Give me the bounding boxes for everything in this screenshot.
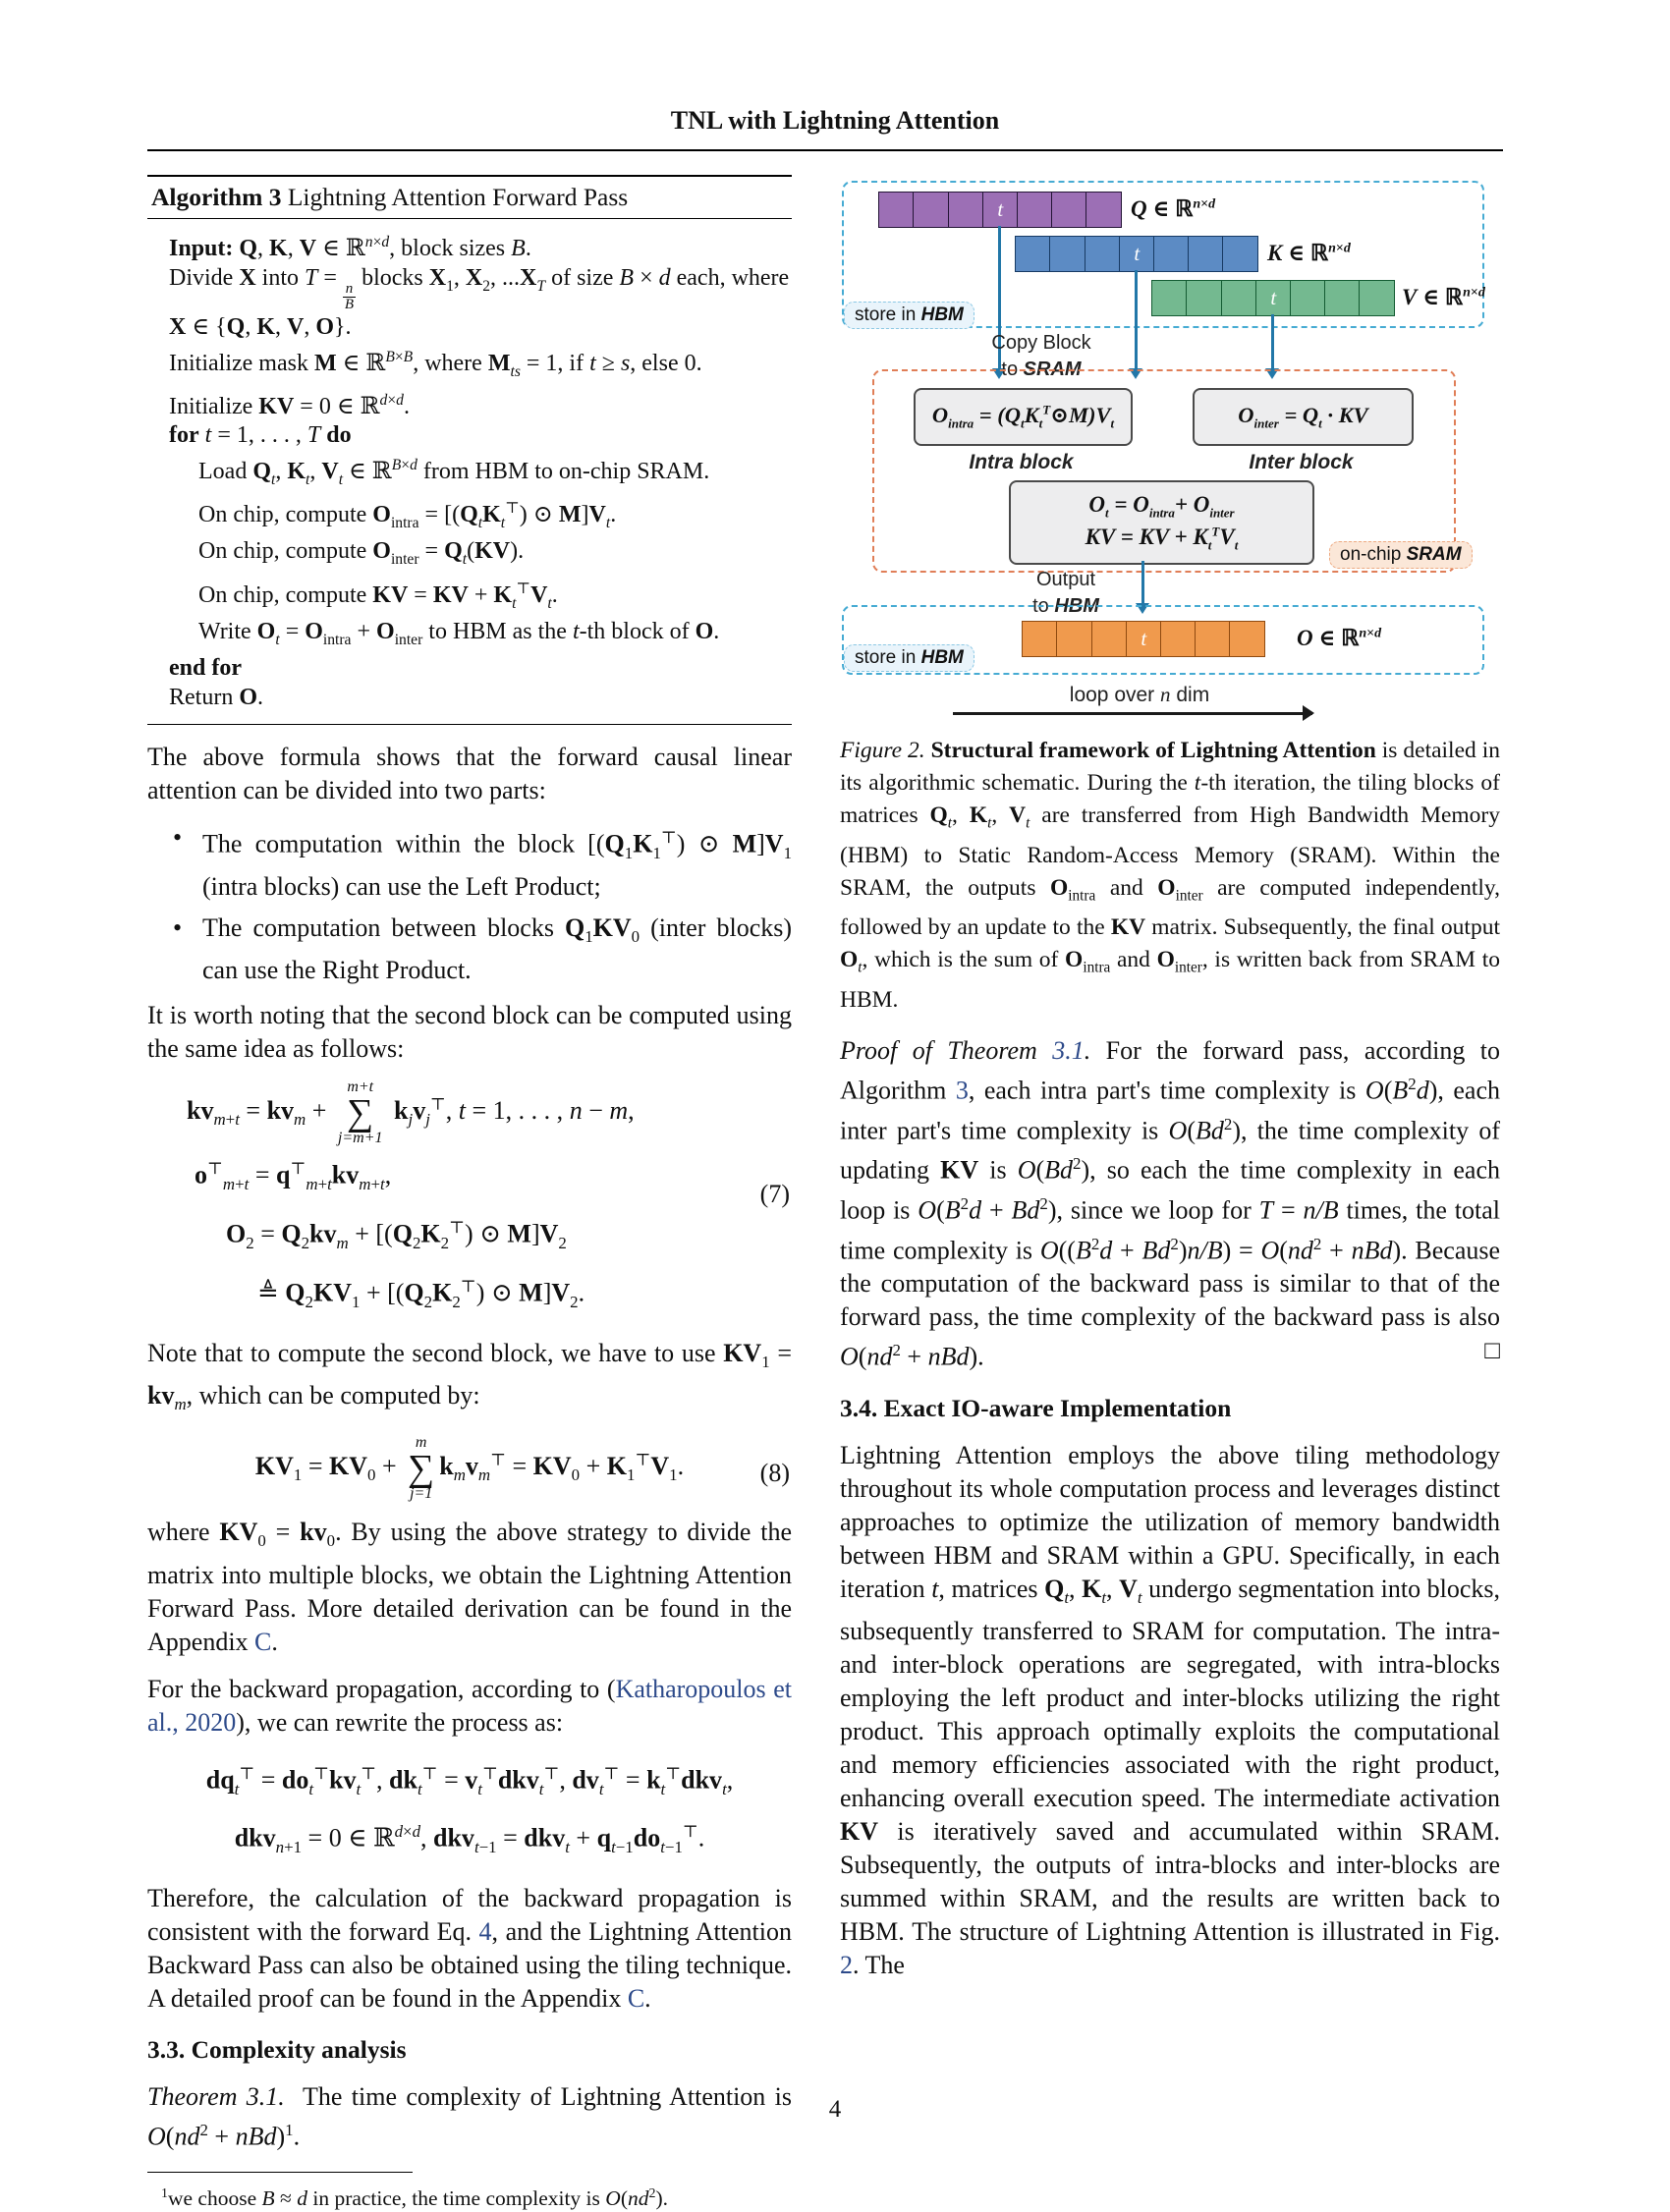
algorithm-label: Algorithm 3 <box>151 183 282 211</box>
matrix-cell <box>1188 236 1224 272</box>
matrix-cell <box>1186 280 1222 316</box>
matrix-cell <box>1221 280 1257 316</box>
intra-block-equation: $O_{intra}$ = $(Q_tK_t^T⊙M)V_t$ <box>914 388 1133 446</box>
bullet-item <box>147 821 792 904</box>
equation-line: $KV_1 = KV_0$ + m ∑ j=1 $k_mv_m^⊤ = KV_0 + K_1^⊤V_1$. <box>254 1434 685 1503</box>
matrix-cell-t: t <box>1119 236 1155 272</box>
bullet-text: The computation between blocks $Q_1KV_0$ (inter blocks) can use the Right Product. <box>202 913 793 985</box>
header-rule <box>147 149 1503 151</box>
figure-2-diagram <box>840 177 1500 729</box>
algo-line: for t = 1, . . . , T do <box>169 422 352 449</box>
k-matrix-row <box>1017 236 1258 272</box>
equation-line: ≜ $Q_2KV_1 + [(Q_2K_2^⊤)$ ⊙ $M]V_2$. <box>257 1277 585 1311</box>
store-in-hbm-badge: store in HBM <box>844 302 974 329</box>
output-update-equation <box>1009 480 1314 565</box>
output-arrow-icon <box>1141 561 1144 610</box>
inter-block-equation: $O_{inter} = Q_t$ · KV <box>1193 388 1414 446</box>
algo-line: On chip, compute $O_{intra} = [(Q_tK_t^⊤)$ ⊙ $M]V_t$. <box>198 500 617 531</box>
figure-2-caption: Figure 2. Structural framework of Lightning Attention is detailed in its algorithmic schematic. During the t-th iteration, the tiling blocks of matrices $Q_t$, $K_t$, $V_t$ are transferred from High Bandwidth Memory (HBM) to Static Random-Access Memory (SRAM). Within the SRAM, the outputs $O_{intra}$ and $O_{inter}$ are computed independently, followed by an update to the KV matrix. Subsequently, the final output $O_t$, which is the sum of $O_{intra}$ and $O_{inter}$, is written back from SRAM to HBM. <box>840 738 1501 1014</box>
algo-line: Input: Q, K, V ∈ ℝ$^{n\times d}$, block sizes B. <box>169 234 531 261</box>
on-chip-sram-badge: on-chip SRAM <box>1329 541 1473 569</box>
matrix-cell <box>1229 621 1265 657</box>
equation-tag: (7) <box>759 1180 790 1209</box>
bullet-icon: • <box>173 823 183 853</box>
left-column <box>147 175 792 2212</box>
algorithm-body <box>147 219 792 712</box>
o-matrix-label: O ∈ ℝ$^{n\times d}$ <box>1297 626 1382 650</box>
o-matrix-row <box>1024 621 1265 657</box>
copy-arrow-v-icon <box>1271 314 1274 375</box>
equation-9 <box>147 1753 792 1869</box>
implementation-paragraph: Lightning Attention employs the above tiling methodology throughout its whole computation process and leverages distinct approaches to optimize the utilization of memory bandwidth between HBM and SRAM within a GPU. Specifically, in each iteration t, matrices $Q_t$, $K_t$, $V_t$ undergo segmentation into blocks, subsequently transferred to SRAM for computation. The intra- and inter-block operations are segregated, with intra-blocks employing the left product and inter-blocks utilizing the right product. This approach optimally exploits the computational and memory efficiencies associated with the right product, enhancing overall execution speed. The intermediate activation KV is iteratively saved and accumulated within SRAM. Subsequently, the outputs of intra-blocks and inter-blocks are summed within SRAM, and the results are written back to HBM. The structure of Lightning Attention is illustrated in Fig. 2. The <box>840 1441 1500 1980</box>
intra-block-label: Intra block <box>969 451 1074 473</box>
kv-update-eq: KV = KV + $K_t^TV_t$ <box>1085 524 1239 553</box>
copy-arrow-k-icon <box>1135 270 1138 375</box>
algorithm-title-text: Lightning Attention Forward Pass <box>281 183 629 211</box>
footnote: $^1$we choose B ≈ d in practice, the time complexity is $O(nd^2)$. <box>161 2185 669 2211</box>
matrix-cell <box>1195 621 1231 657</box>
matrix-cell <box>878 192 915 228</box>
output-to-hbm-label: Output to HBM <box>1032 569 1099 617</box>
output-sum-eq: $O_t = O_{intra}+ O_{inter}$ <box>1088 491 1235 521</box>
v-matrix-row <box>1153 280 1395 316</box>
equation-7 <box>147 1079 792 1323</box>
inter-block-label: Inter block <box>1249 451 1354 473</box>
q-matrix-row <box>880 192 1122 228</box>
theorem-3-1: Theorem 3.1. The time complexity of Lightning Attention is $O(nd^2 + nBd)^1$. <box>147 2082 792 2151</box>
matrix-cell <box>1359 280 1395 316</box>
matrix-cell <box>948 192 984 228</box>
matrix-cell <box>1056 621 1092 657</box>
paragraph-backward: For the backward propagation, according to (Katharopoulos et al., 2020), we can rewrite the process as: <box>147 1674 792 1737</box>
matrix-cell <box>1086 192 1122 228</box>
proof-paragraph: Proof of Theorem 3.1. For the forward pass, according to Algorithm 3, each intra part's time complexity is $O(B^2d)$, each inter part's time complexity is O(Bd$^2$), the time complexity of updating KV is O(Bd$^2$), so each the time complexity in each loop is $O(B^2d + Bd^2)$, since we loop for T = n/B times, the total time complexity is $O((B^2d + Bd^2)n/B) = O(nd^2 + nBd)$. Because the computation of the backward pass is similar to that of the forward pass, the time complexity of the backward pass is also $O(nd^2 + nBd)$. □ <box>840 1036 1501 1371</box>
matrix-cell-t: t <box>1255 280 1292 316</box>
equation-line: $dq_t^⊤ = do_t^⊤kv_t^⊤$, $dk_t^⊤ = v_t^⊤dkv_t^⊤$, $dv_t^⊤ = k_t^⊤dkv_t$, <box>205 1763 734 1798</box>
matrix-cell <box>1049 236 1086 272</box>
equation-line: $kv_{m+t} = kv_m$ + m+t ∑ j=m+1 $k_jv_j^⊤$, t = 1, . . . , n − m, <box>187 1078 635 1147</box>
algo-line: Return O. <box>169 684 263 710</box>
matrix-cell-t: t <box>1126 621 1162 657</box>
paragraph-kv0: where $KV_0 = kv_0$. By using the above strategy to divide the matrix into multiple blocks, we obtain the Lightning Attention Forward Pass. More detailed derivation can be found in the Appendix C. <box>147 1518 793 1656</box>
matrix-cell <box>1015 236 1051 272</box>
matrix-cell <box>1290 280 1326 316</box>
equation-line: $O_2 = Q_2kv_m + [(Q_2K_2^⊤)$ ⊙ $M]V_2$ <box>226 1218 567 1253</box>
matrix-cell <box>1222 236 1258 272</box>
store-in-hbm-badge-2: store in HBM <box>844 644 974 672</box>
algo-line: Write $O_t = O_{intra} + O_{inter}$ to HBM as the t-th block of O. <box>198 618 720 648</box>
algorithm-box <box>147 175 792 725</box>
paragraph-second-block: Note that to compute the second block, we have to use $KV_1 = kv_m$, which can be computed by: <box>147 1338 792 1414</box>
algo-line: On chip, compute KV = KV + $K_t^⊤V_t$. <box>198 580 558 612</box>
bullet-text: The computation within the block [$(Q_1K_1^⊤)$ ⊙ $M]V_1$ (intra blocks) can use the Left Product; <box>202 828 793 902</box>
equation-tag: (8) <box>759 1459 790 1488</box>
running-head: TNL with Lightning Attention <box>670 106 1000 135</box>
matrix-cell <box>1022 621 1058 657</box>
algo-line: On chip, compute $O_{inter} = Q_t(KV)$. <box>198 538 525 569</box>
paragraph-intro: The above formula shows that the forward causal linear attention can be divided into two parts: <box>147 743 792 805</box>
matrix-cell <box>1160 621 1197 657</box>
k-matrix-label: K ∈ ℝ$^{n\times d}$ <box>1267 241 1351 265</box>
footnote-rule <box>147 2172 413 2173</box>
algo-line: end for <box>169 655 242 682</box>
algo-line: Initialize mask M ∈ ℝ$^{B\times B}$, where $M_{ts} = 1$, if t ≥ s, else 0. <box>169 348 702 380</box>
matrix-cell <box>1324 280 1361 316</box>
matrix-cell <box>1051 192 1087 228</box>
right-column <box>840 177 1500 1996</box>
matrix-cell <box>913 192 949 228</box>
algo-line: Initialize KV = 0 ∈ ℝ$^{d\times d}$. <box>169 391 410 419</box>
loop-arrow-icon <box>953 712 1312 715</box>
matrix-cell <box>1151 280 1188 316</box>
section-heading-3-4: 3.4. Exact IO-aware Implementation <box>840 1394 1232 1422</box>
matrix-cell-t: t <box>982 192 1019 228</box>
bullet-item <box>147 912 792 987</box>
v-matrix-label: V ∈ ℝ$^{n\times d}$ <box>1402 285 1485 309</box>
algorithm-title <box>147 177 792 219</box>
algo-line: Divide X into T = $\frac{n}{B}$ blocks $X_1$, $X_2$, $...X_T$ of size B × d each, where X ∈ {Q, K, V, O}. <box>169 264 790 340</box>
copy-block-label: Copy Block to SRAM <box>991 332 1091 380</box>
matrix-cell <box>1091 621 1128 657</box>
q-matrix-label: Q ∈ ℝ$^{n\times d}$ <box>1131 196 1216 221</box>
page-number: 4 <box>828 2096 842 2123</box>
bullet-icon: • <box>173 913 183 943</box>
section-heading-3-3: 3.3. Complexity analysis <box>147 2035 407 2065</box>
matrix-cell <box>1085 236 1121 272</box>
paragraph-therefore: Therefore, the calculation of the backward propagation is consistent with the forward Eq. 4, and the Lightning Attention Backward Pass can also be obtained using the tiling technique. A detailed proof can be found in the Appendix C. <box>147 1884 792 2014</box>
equation-line: dkv$_{n+1}$ = 0 ∈ ℝ$^{d\times d}$, $dkv_{t-1} = dkv_t + q_{t-1}do_{t-1}^⊤$. <box>234 1822 705 1857</box>
matrix-cell <box>1017 192 1053 228</box>
algo-line: Load $Q_t$, $K_t$, $V_t$ ∈ ℝ$^{B\times d}$ from HBM to on-chip SRAM. <box>198 456 710 488</box>
equation-8 <box>147 1435 792 1502</box>
loop-over-n-label: loop over n dim <box>1069 683 1210 706</box>
equation-line: $o^⊤_{m+t} = q^⊤_{m+t}kv_{m+t}$, <box>195 1159 392 1194</box>
matrix-cell <box>1153 236 1190 272</box>
paragraph-note: It is worth noting that the second block can be computed using the same idea as follows: <box>147 1001 792 1064</box>
